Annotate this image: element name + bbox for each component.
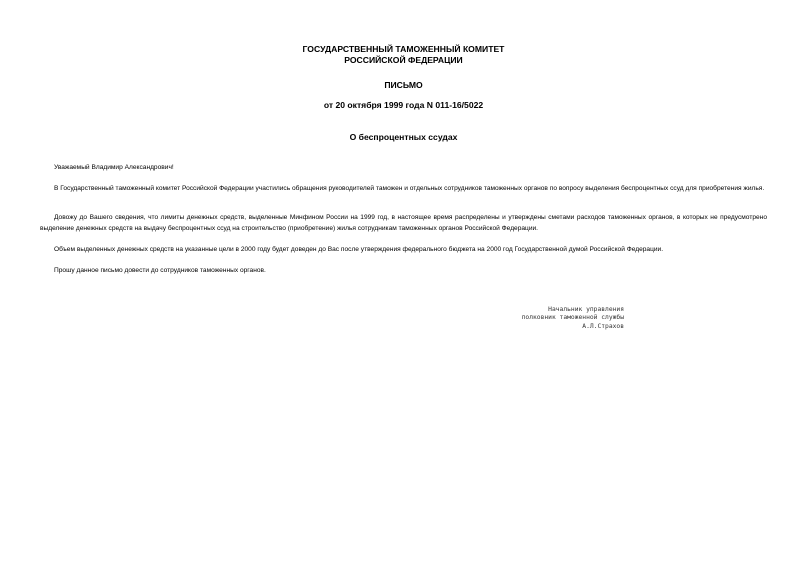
issuer-name-line2: РОССИЙСКОЙ ФЕДЕРАЦИИ: [344, 55, 463, 65]
issuer-name-line1: ГОСУДАРСТВЕННЫЙ ТАМОЖЕННЫЙ КОМИТЕТ: [302, 44, 505, 54]
body-paragraph: Довожу до Вашего сведения, что лимиты денежных средств, выделенные Минфином России на 1999 год, в настоящее время распределены и утверждены сметами расходов таможенных органов, в которых не предусмотрено выделение денежных средств на выдачу беспроцентных ссуд на строительство (приобретение) жилья сотрудникам таможенных органов Российской Федерации.: [40, 214, 767, 232]
document-type: ПИСЬМО: [384, 80, 423, 90]
body-paragraph: Объем выделенных денежных средств на указанные цели в 2000 году будет доведен до Вас после утверждения федерального бюджета на 2000 год Государственной думой Российской Федерации.: [54, 246, 664, 253]
signature-block: [460, 306, 624, 331]
body-paragraph: Прошу данное письмо довести до сотрудников таможенных органов.: [54, 267, 266, 274]
document-subject: О беспроцентных ссудах: [349, 132, 458, 142]
signer-name: А.Л.Страхов: [582, 322, 624, 330]
signer-position-line1: Начальник управления: [548, 306, 624, 313]
issuer-header: [0, 44, 807, 66]
signer-position-line2: полковник таможенной службы: [521, 314, 624, 322]
greeting: Уважаемый Владимир Александрович!: [54, 164, 174, 171]
body-paragraph: В Государственный таможенный комитет Российской Федерации участились обращения руководителей таможен и отдельных сотрудников таможенных органов по вопросу выделения беспроцентных ссуд для приобретения жилья.: [54, 185, 765, 192]
document-date-number: от 20 октября 1999 года N 011-16/5022: [323, 100, 484, 110]
